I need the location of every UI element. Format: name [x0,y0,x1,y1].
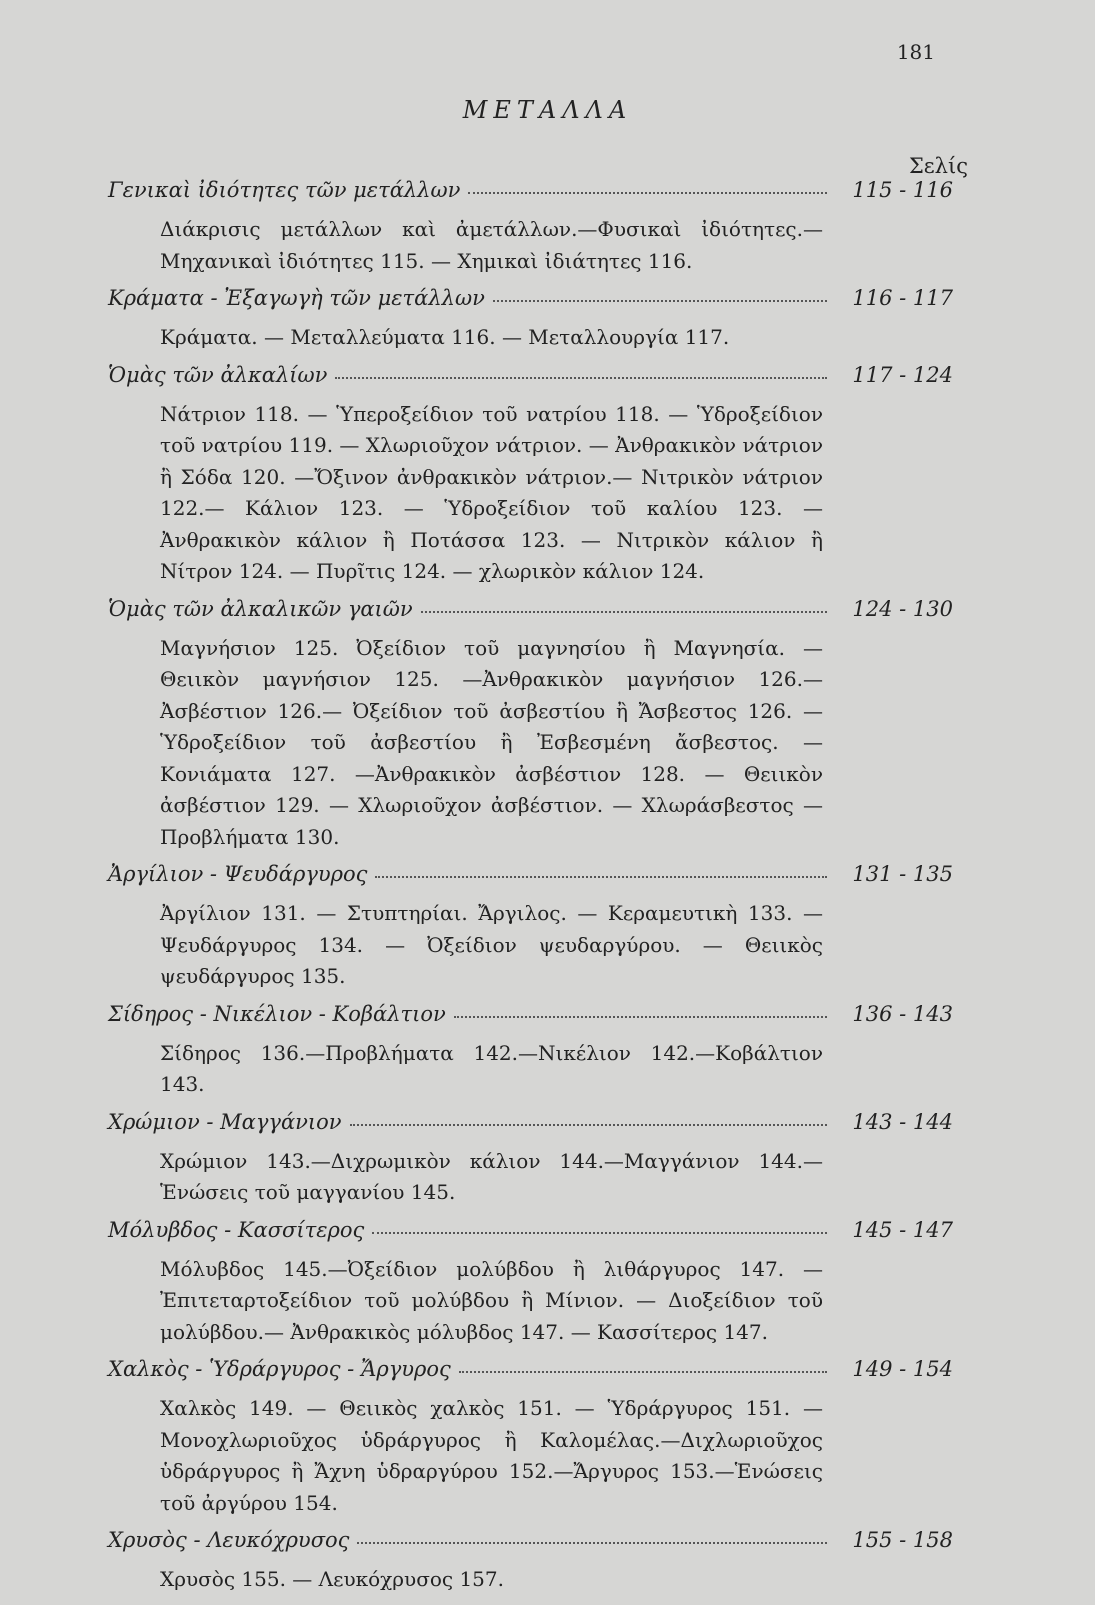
entry-pages: 131 - 135 [852,862,953,886]
entry-title: Σίδηρος - Νικέλιον - Κοβάλτιον [108,1001,446,1026]
table-of-contents [108,178,953,1605]
leader-dots [493,299,827,302]
entry-pages: 155 - 158 [852,1528,953,1552]
entry-title: Χρυσὸς - Λευκόχρυσος [108,1528,350,1552]
entry-title: Χρώμιον - Μαγγάνιον [108,1109,342,1134]
toc-entry [108,1528,953,1596]
entry-pages: 115 - 116 [852,178,953,202]
leader-dots [357,1541,827,1544]
leader-dots [459,1370,827,1373]
leader-dots [375,875,827,878]
entry-description: Σίδηρος 136.—Προβλήματα 142.—Νικέλιον 142.—Κοβάλτιον 143. [160,1040,823,1096]
entry-title: Ὁμὰς τῶν ἀλκαλίων [108,362,328,387]
entry-description: Μαγνήσιον 125. Ὀξείδιον τοῦ μαγνησίου ἢ Μαγνησία. — Θειικὸν μαγνήσιον 125. —Ἀνθρακικὸν μαγνήσιον 126.—Ἀσβέστιον 126.— Ὀξείδιον τοῦ ἀσβεστίου ἢ Ἄσβεστος 126. —Ὑδροξείδιον τοῦ ἀσβεστίου ἢ Ἐσβεσμένη ἄσβεστος. — Κονιάματα 127. —Ἀνθρακικὸν ἀσβέστιον 128. — Θειικὸν ἀσβέστιον 129. — Χλωριοῦχον ἀσβέστιον. — Χλωράσβεστος — Προβλήματα 130. [160,635,823,849]
toc-entry [108,286,953,354]
entry-description: Διάκρισις μετάλλων καὶ ἀμετάλλων.—Φυσικαὶ ἰδιότητες.—Μηχανικαὶ ἰδιότητες 115. — Χημικαὶ ἰδιάτητες 116. [160,217,823,273]
toc-entry [108,363,953,588]
toc-entry [108,597,953,854]
page-title: ΜΕΤΑΛΛΑ [462,96,633,124]
leader-dots [454,1015,827,1018]
entry-description: Νάτριον 118. — Ὑπεροξείδιον τοῦ νατρίου 118. — Ὑδροξείδιον τοῦ νατρίου 119. — Χλωριοῦχον νάτριον. — Ἀνθρακικὸν νάτριον ἢ Σόδα 120. —Ὄξινον ἀνθρακικὸν νάτριον.— Νιτρικὸν νάτριον 122.— Κάλιον 123. — Ὑδροξείδιον τοῦ καλίου 123. —Ἀνθρακικὸν κάλιον ἢ Ποτάσσα 123. — Νιτρικὸν κάλιον ἢ Νίτρον 124. — Πυρῖτις 124. — χλωρικὸν κάλιον 124. [160,401,823,583]
toc-entry [108,178,953,277]
entry-pages: 149 - 154 [852,1357,953,1381]
entry-pages: 143 - 144 [852,1109,953,1134]
entry-description: Μόλυβδος 145.—Ὀξείδιον μολύβδου ἢ λιθάργυρος 147. — Ἐπιτεταρτοξείδιον τοῦ μολύβδου ἢ Μίνιον. — Διοξείδιον τοῦ μολύβδου.— Ἀνθρακικὸς μόλυβδος 147. — Κασσίτερος 147. [160,1256,823,1344]
entry-title: Ὁμὰς τῶν ἀλκαλικῶν γαιῶν [108,596,413,621]
leader-dots [421,610,827,613]
entry-description: Κράματα. — Μεταλλεύματα 116. — Μεταλλουργία 117. [160,325,730,349]
pages-column-label: Σελίς [908,154,968,178]
toc-entry [108,1218,953,1349]
leader-dots [350,1123,827,1126]
entry-title: Κράματα - Ἐξαγωγὴ τῶν μετάλλων [108,286,485,310]
entry-description: Χαλκὸς 149. — Θειικὸς χαλκὸς 151. — Ὑδράργυρος 151. — Μονοχλωριοῦχος ὑδράργυρος ἢ Καλομέλας.—Διχλωριοῦχος ὑδράργυρος ἢ Ἄχνη ὑδραργύρου 152.—Ἄργυρος 153.—Ἑνώσεις τοῦ ἀργύρου 154. [160,1396,823,1515]
entry-description: Χρώμιον 143.—Διχρωμικὸν κάλιον 144.—Μαγγάνιον 144.—Ἑνώσεις τοῦ μαγγανίου 145. [160,1148,823,1204]
toc-entry [108,862,953,993]
entry-title: Χαλκὸς - Ὑδράργυρος - Ἄργυρος [108,1357,451,1381]
entry-description: Χρυσὸς 155. — Λευκόχρυσος 157. [160,1567,504,1591]
toc-entry [108,1357,953,1519]
toc-entry [108,1002,953,1101]
page-number: 181 [896,40,935,64]
entry-title: Μόλυβδος - Κασσίτερος [108,1217,365,1242]
entry-pages: 136 - 143 [852,1001,953,1026]
entry-pages: 117 - 124 [852,362,953,387]
toc-entry [108,1110,953,1209]
entry-description: Ἀργίλιον 131. — Στυπτηρίαι. Ἄργιλος. — Κεραμευτικὴ 133. — Ψευδάργυρος 134. — Ὀξείδιον ψευδαργύρου. — Θειικὸς ψευδάργυρος 135. [160,901,823,988]
entry-title: Γενικαὶ ἰδιότητες τῶν μετάλλων [108,178,461,202]
entry-pages: 116 - 117 [852,286,953,310]
leader-dots [468,191,827,194]
entry-pages: 145 - 147 [852,1217,953,1242]
leader-dots [372,1231,827,1234]
entry-pages: 124 - 130 [852,596,953,621]
entry-title: Ἀργίλιον - Ψευδάργυρος [108,862,368,886]
leader-dots [335,376,827,379]
